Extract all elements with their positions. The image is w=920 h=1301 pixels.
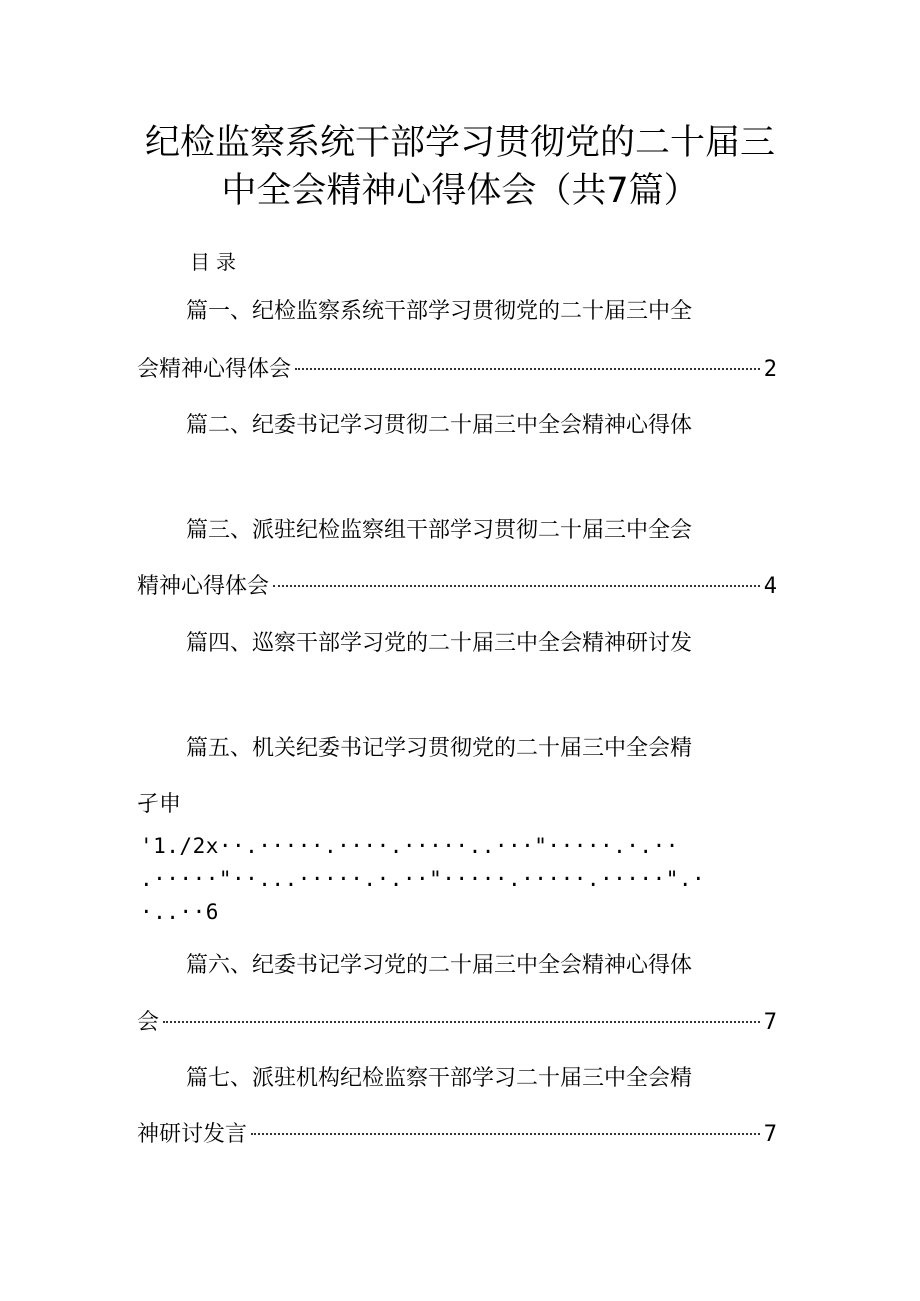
toc-entry-6-page: 7 — [763, 1010, 777, 1035]
toc-entry-3-page: 4 — [763, 574, 777, 599]
toc-entry-2-title[interactable]: 篇二、纪委书记学习贯彻二十届三中全会精神心得体 — [186, 413, 693, 438]
toc-entry-3-continuation[interactable] — [137, 572, 777, 602]
toc-entry-5-title-end: 孑申 — [137, 792, 182, 817]
toc-entry-7-title[interactable]: 篇七、派驻机构纪检监察干部学习二十届三中全会精 — [186, 1066, 693, 1091]
toc-entry-1-continuation[interactable] — [137, 355, 777, 385]
toc-entry-7-leader — [251, 1133, 760, 1135]
toc-entry-6-continuation[interactable] — [137, 1008, 777, 1038]
toc-entry-7-continuation[interactable] — [137, 1120, 777, 1150]
toc-heading: 目录 — [190, 250, 242, 274]
toc-entry-1-title-end: 会精神心得体会 — [137, 357, 292, 382]
toc-entry-1-page: 2 — [763, 357, 777, 382]
toc-entry-5-garbled-line-3: ·..··6 — [140, 900, 219, 924]
toc-entry-5-title[interactable]: 篇五、机关纪委书记学习贯彻党的二十届三中全会精 — [186, 736, 693, 761]
toc-entry-6-title[interactable]: 篇六、纪委书记学习党的二十届三中全会精神心得体 — [186, 953, 693, 978]
toc-entry-3-title-end: 精神心得体会 — [137, 574, 270, 599]
toc-entry-7-title-end: 神研讨发言 — [137, 1122, 248, 1147]
toc-entry-4-title[interactable]: 篇四、巡察干部学习党的二十届三中全会精神研讨发 — [186, 631, 693, 656]
toc-entry-3-title[interactable]: 篇三、派驻纪检监察组干部学习贯彻二十届三中全会 — [186, 518, 693, 543]
document-title-line-2: 中全会精神心得体会（共7篇） — [221, 171, 699, 211]
toc-entry-6-leader — [163, 1021, 760, 1023]
toc-entry-1-title[interactable]: 篇一、纪检监察系统干部学习贯彻党的二十届三中全 — [186, 299, 693, 324]
document-title-line-1: 纪检监察系统干部学习贯彻党的二十届三 — [144, 123, 775, 163]
toc-entry-5-garbled-line-2: .·····"··...·····.·.··"·····.·····.·····".· — [140, 867, 706, 891]
toc-entry-7-page: 7 — [763, 1122, 777, 1147]
toc-entry-3-leader — [273, 585, 760, 587]
toc-entry-6-title-end: 会 — [137, 1010, 160, 1035]
toc-entry-1-leader — [295, 368, 760, 370]
toc-entry-5-garbled-line-1: '1./2x··.·····.····.·····..···"·····.·.·· — [140, 834, 679, 858]
